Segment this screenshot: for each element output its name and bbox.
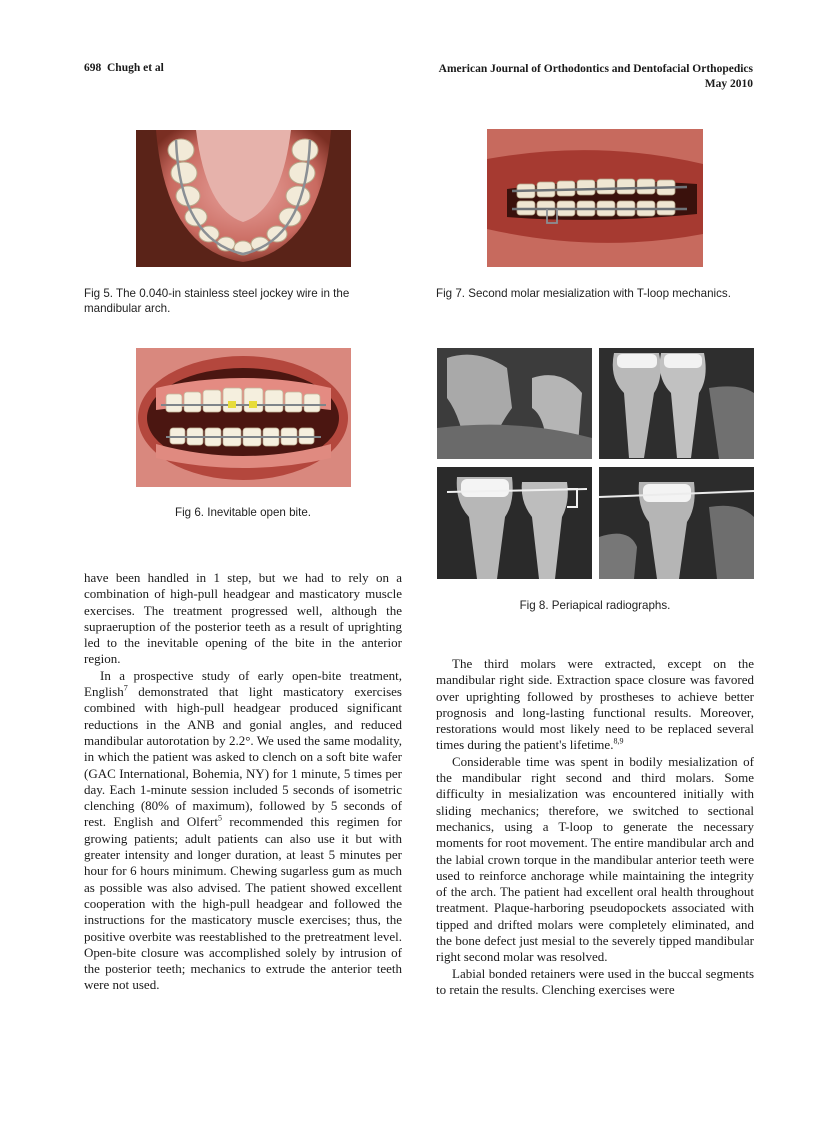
author-line: Chugh et al (107, 62, 164, 74)
fig6-caption: Fig 6. Inevitable open bite. (175, 506, 311, 519)
running-header-right (439, 62, 753, 92)
left-body-column (84, 570, 402, 994)
fig8-caption: Fig 8. Periapical radiographs. (519, 599, 671, 612)
left-paragraph-1: have been handled in 1 step, but we had to rely on a combination of high-pull headgear and masticatory muscle exercises. The treatment progressed well, although the supraeruption of the posterior teeth as a result of uprighting led to the inevitable opening of the bite in the anterior region. (84, 570, 402, 667)
page-number: 698 (84, 62, 102, 74)
fig7-photo (487, 129, 703, 267)
right-paragraph-1: The third molars were extracted, except on the mandibular right side. Extraction space closure was favored over uprighting followed by prostheses to achieve better prognosis and long-lasting functional results. Moreover, restorations would most likely need to be replaced several times during the patient's lifetime.$^{8,9}$ (436, 656, 754, 753)
right-paragraph-2: Considerable time was spent in bodily mesialization of the mandibular right second and third molars. Some difficulty in mesialization was encountered initially with sliding mechanics; therefore, we switched to sectional mechanics, using a T-loop to generate the necessary moments for root movement. The entire mandibular arch and the labial crown torque in the mandibular anterior teeth were used to reinforce anchorage while maintaining the integrity of the arch. The patient had excellent oral health throughout treatment. Plaque-harboring pseudopockets associated with tipped and drifted molars were completely eliminated, and the bone defect just mesial to the severely tipped mandibular right second molar was resolved. (436, 753, 754, 965)
fig8-radiograph-top-left (437, 348, 592, 459)
fig8-radiograph-bottom-left (437, 467, 592, 579)
fig6-photo (136, 348, 351, 487)
right-body-column (436, 656, 754, 998)
fig8-radiograph-top-right (599, 348, 754, 459)
right-paragraph-3: Labial bonded retainers were used in the buccal segments to retain the results. Clenching exercises were (436, 965, 754, 997)
fig7-caption: Fig 7. Second molar mesialization with T-loop mechanics. (436, 287, 731, 300)
fig5-photo (136, 130, 351, 267)
reference-7: 7 (123, 683, 128, 693)
journal-name: American Journal of Orthodontics and Dentofacial Orthopedics (438, 63, 753, 75)
issue-date: May 2010 (704, 78, 753, 90)
fig5-caption: Fig 5. The 0.040-in stainless steel jockey wire in the mandibular arch. (84, 287, 350, 315)
reference-5: 5 (217, 814, 222, 824)
left-paragraph-2: In a prospective study of early open-bite treatment, English$^7$ demonstrated that light masticatory exercises combined with high-pull headgear produced significant reductions in the ANB and gonial angles, and reduced mandibular autorotation by 2.2°. We used the same modality, in which the patient was asked to clench on a soft bite wafer (GAC International, Bohemia, NY) for 1 minute, 5 times per day. Each 1-minute session included 5 seconds of isometric clenching (80% of maximum), followed by 5 seconds of rest. English and Olfert$^5$ recommended this regimen for growing patients; adult patients can also use it but with greater intensity and longer duration, at least 5 minutes per hour for 6 hours minimum. Chewing sugarless gum as much as possible was also advised. The patient showed excellent cooperation with the high-pull headgear and followed the instructions for the masticatory muscle exercises; thus, the positive overbite was reestablished to the pretreatment level. Open-bite closure was accomplished solely by intrusion of the posterior teeth; mechanics to extrude the anterior teeth were not used. (84, 667, 403, 993)
fig8-radiograph-bottom-right (599, 467, 754, 579)
running-header-left (84, 62, 164, 74)
reference-8-9: 8,9 (613, 737, 624, 747)
